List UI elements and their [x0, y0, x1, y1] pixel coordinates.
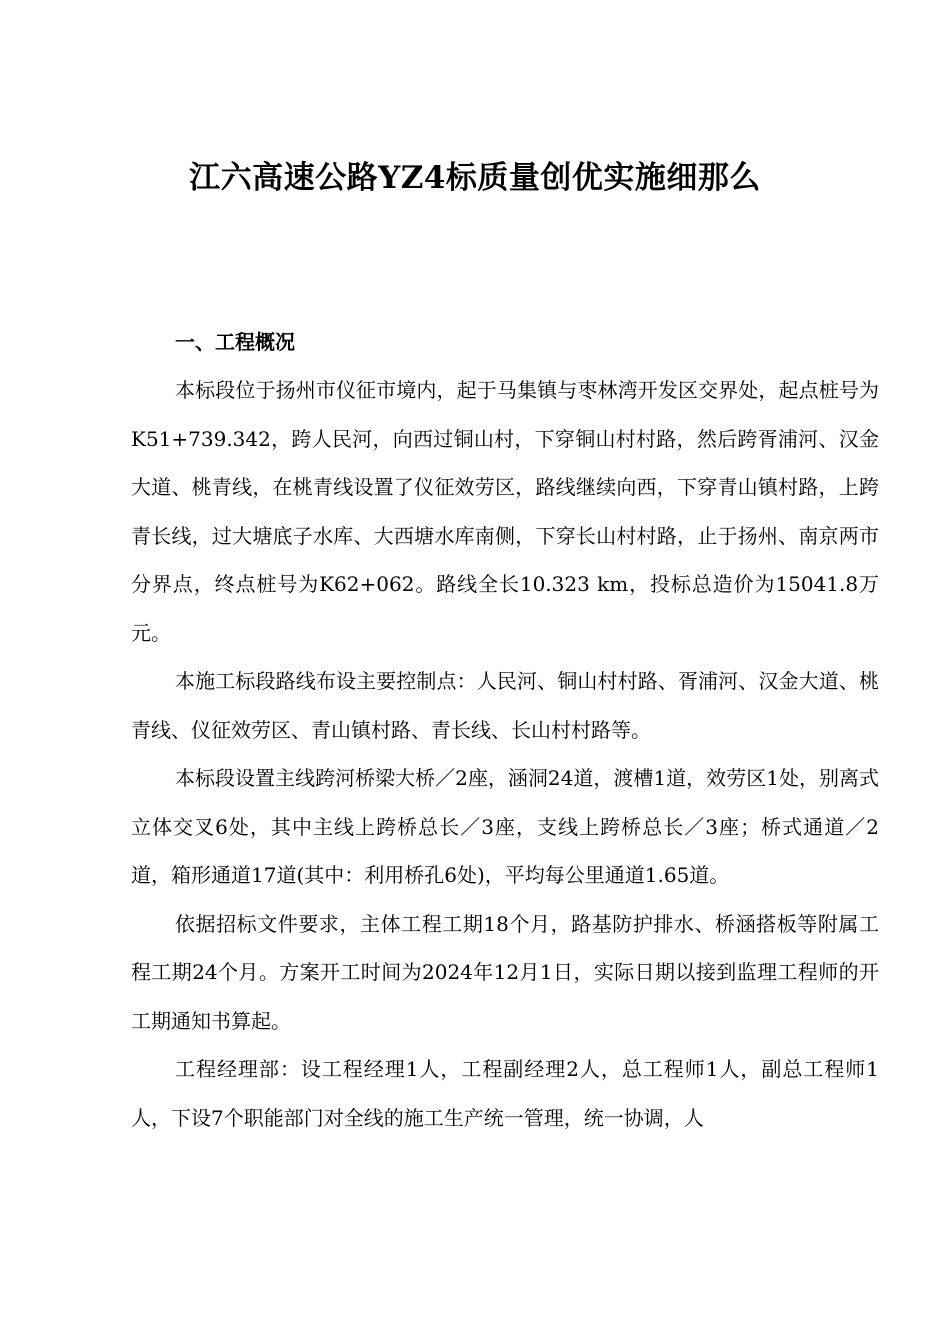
paragraph-location: 本标段位于扬州市仪征市境内，起于马集镇与枣林湾开发区交界处，起点桩号为K51+739.342，跨人民河，向西过铜山村，下穿铜山村村路，然后跨胥浦河、汉金大道、桃青线，在桃青线设置了仪征效劳区，路线继续向西，下穿青山镇村路，上跨青长线，过大塘底子水库、大西塘水库南侧，下穿长山村村路，止于扬州、南京两市分界点，终点桩号为K62+062。路线全长10.323 km，投标总造价为15041.8万元。 [131, 378, 879, 645]
paragraph-management: 工程经理部：设工程经理1人，工程副经理2人，总工程师1人，副总工程师1人，下设7个职能部门对全线的施工生产统一管理，统一协调，人 [131, 1057, 879, 1130]
paragraph-schedule: 依据招标文件要求，主体工程工期18个月，路基防护排水、桥涵搭板等附属工程工期24个月。方案开工时间为2024年12月1日，实际日期以接到监理工程师的开工期通知书算起。 [131, 911, 879, 1033]
section-heading: 一、工程概况 [175, 330, 295, 354]
document-body [131, 318, 879, 1142]
paragraph-structures: 本标段设置主线跨河桥梁大桥／2座，涵洞24道，渡槽1道，效劳区1处，别离式立体交叉6处，其中主线上跨桥总长／3座，支线上跨桥总长／3座；桥式通道／2道，箱形通道17道(其中：利用桥孔6处)，平均每公里通道1.65道。 [131, 766, 879, 887]
paragraph-control-points: 本施工标段路线布设主要控制点：人民河、铜山村村路、胥浦河、汉金大道、桃青线、仪征效劳区、青山镇村路、青长线、长山村村路等。 [131, 669, 879, 742]
document-title: 江六高速公路YZ4标质量创优实施细那么 [189, 160, 761, 196]
